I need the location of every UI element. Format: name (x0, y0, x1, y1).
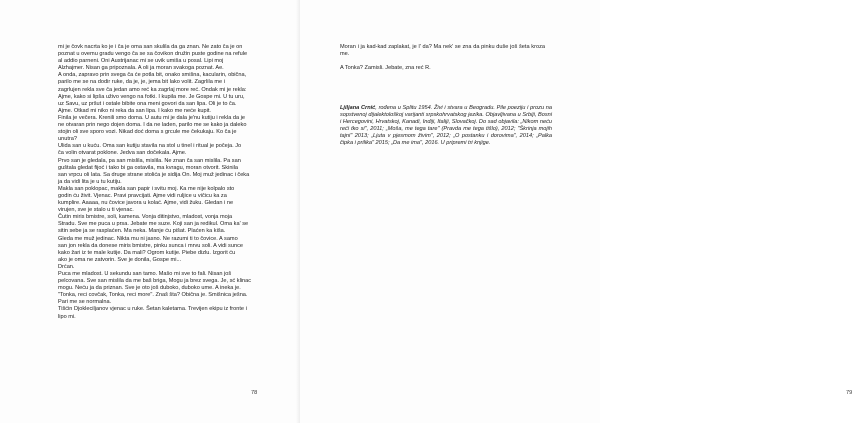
text-line: godin ću živit. Vjenac. Pravi pravcijati. Ajme vidi ruljice u vičicu ka za (58, 192, 227, 199)
text-line: guštala gledat fijoć i tako bi ga ostavila, ma kvragu, moran otvorit. Skinila (58, 164, 239, 171)
text-line: ne otvaran prin nego dojen doma. I da ne laden, parilo me se kako ja daleko (58, 122, 247, 129)
text-line: Alzhajmer. Nisan ga pripoznala. A oli ja moran svakoga poznat. Ae. (58, 65, 224, 72)
paragraph: A Tonka? Zamisli. Jebate, zna reć R. (340, 65, 431, 72)
text-line: Pari me se normalna. (58, 299, 112, 306)
text-line: Ulida san u kuću. Oma san kutiju stavila na stol u tinel i ritual je počeja. Jo (58, 143, 242, 150)
text-line: unutra? (58, 136, 77, 143)
text-line: Prvo san je gledala, pa san mislila, mislila. Ne znan ča san mislila. Pa san (58, 157, 241, 164)
text-line: san vrpcu oli lata. Sa druge strane stolića je sidija On. Moj muž jedinac i čeka (58, 171, 250, 178)
page-number-left: 78 (251, 390, 258, 396)
text-line: ja da vidi lita je u tu kutiju. (58, 178, 122, 185)
left-page (0, 0, 300, 423)
text-line: mi je čovk nacrta ko je i ča je oma san skulila da ga znan. Ne zato ča je on (58, 44, 243, 50)
text-line: Gleda me muž jedinac. Nikta mu ni jasno. Ne razumi ti to čovice. A samo (58, 235, 238, 242)
text-line: ako je oma ne zatvorin. Sve je donila, Gospe mi... (58, 256, 182, 263)
text-line: al addio parneni. Oni Austrijanac mi se uvik umiša u posal. Lipi moj (58, 58, 224, 65)
text-line: "Tonka, reci covčak, Tonka, reci more". Znaš šta? Obična je. Smišnica ješna. (58, 292, 248, 299)
paragraph: Moran i ja kad-kad zaplakat, je l' da? Ma nek' se zna da pinku duše još šeta kroza me. (340, 44, 545, 58)
text-line: Ajme, kako si lipša uživo vengo na fotki. I kupila me. Je Gospe mi. U tu uru, (58, 93, 245, 100)
text-line: lipo mi. (58, 313, 76, 320)
text-line: A onda, zapravo prin svega ča će potla bit, onako smišna, kacularin, obična, (58, 72, 247, 79)
text-line: ča volin otvarat poklone. Jedva san dočekala. Ajme. (58, 150, 187, 157)
text-line: kumplire. Aaaaa, nu čovice javora u kolać. Ajme, vidi žuku. Gledan i ne (58, 200, 234, 207)
text-line: Tišćin Djokleciljanov vjenac u ruke. Šetan kaletama. Trevijen ekipu iz fronte i (58, 306, 247, 313)
right-page-text (340, 44, 545, 79)
text-line: Drćan. (58, 263, 75, 270)
text-line: Čutin miris bmistre, soli, kamena. Vonja ditinjstvo, mladost, vonja moja (58, 214, 233, 221)
text-line: stojin oli sve sporo vozi. Nikad doć doma s grcule me čekukaju. Ko ča je (58, 129, 237, 136)
text-line: poznat u ovemu gradu vengo ča se sa čovikon družin puste godine na refule (58, 51, 248, 58)
text-line: kako žari iz te male kutije. Da mali? Ogrom kutije. Piebe dizlu. Izgorit ću (58, 249, 236, 256)
left-page-text (58, 44, 263, 321)
text-line: zagrlujen rekla sve ča jedan amo reć ka zagrlaj more reć. Ondak mi je rekla: (58, 86, 247, 93)
author-bio-text: , rođena u Splitu 1954. Živi i stvara u Beogradu. Pile poeziju i prozu na sopstvenoj dijalektološkoj varijanti srpskohrvatskog jezika. Objavljivana u Srbiji, Bosni i Hercegovini, Hrvatskoj, Kanadi, Indiji, Italiji, Slovačkoj. Do sad objavila: „Nikom neću reći tko si", 2011; „Moša, me tega tare" (Pravda me tega tišlo), 2012; "Škrinja mojih tajni" 2013; „Ljuta v pjesmom živim", 2012; „O postanku i dorovima", 2014; „Palka čipka i prilika" 2015; „Da me ima", 2016. U pripremi tri knjige. (340, 105, 552, 147)
page-number-right: 79 (846, 390, 852, 396)
text-line: Makla san poklopac, makla san papir i svitu moj. Ka me nije kolpalo sto (58, 185, 235, 192)
text-line: san jon rekla da donese miris bmistre, pinku sunca i mrvu soli. A vidi sunce (58, 242, 243, 249)
text-line: Ajme. Otkad mi niko ni reka da san lipa. I kako me neće kupit. (58, 107, 211, 114)
text-line: pelcovana. Sve san mislila da me baš briga, Mogu ja brez svega. Je, sć klinac (58, 278, 252, 285)
text-line: sitin sebe ja se rasplaćen. Ma neka. Manje ću pišat. Plaćen ka kiša. (58, 228, 226, 235)
text-line: uz Savu, uz pršut i ostale bibite ona meni govori da san lipa. Oli je to ča. (58, 100, 237, 107)
text-line: Finila je večera. Krenili smo doma. U autu mi je dala je'nu kutiju i rekla da je (58, 114, 245, 121)
author-bio (340, 105, 552, 148)
text-line: Puca me mladost. U sekundu san tamo. Mašo mi sve to fali. Nisan još (58, 271, 232, 277)
text-line: virujen, sve je stalo u ti vjenac. (58, 207, 134, 214)
author-name: Ljiljana Crnić (340, 105, 376, 111)
text-line: mogu. Neću ja da priznan. Sve je oto još duboko, duboko ume. A ineka je. (58, 285, 241, 292)
text-line: parilo me se na dodir ruke, da je, je, jema bit lako volit. Zagrlila me i (58, 79, 225, 86)
text-line: Stradu. Sve me puca u prsa. Jebate me suze. Koji san ja redikul. Oma ka' se (58, 221, 249, 228)
